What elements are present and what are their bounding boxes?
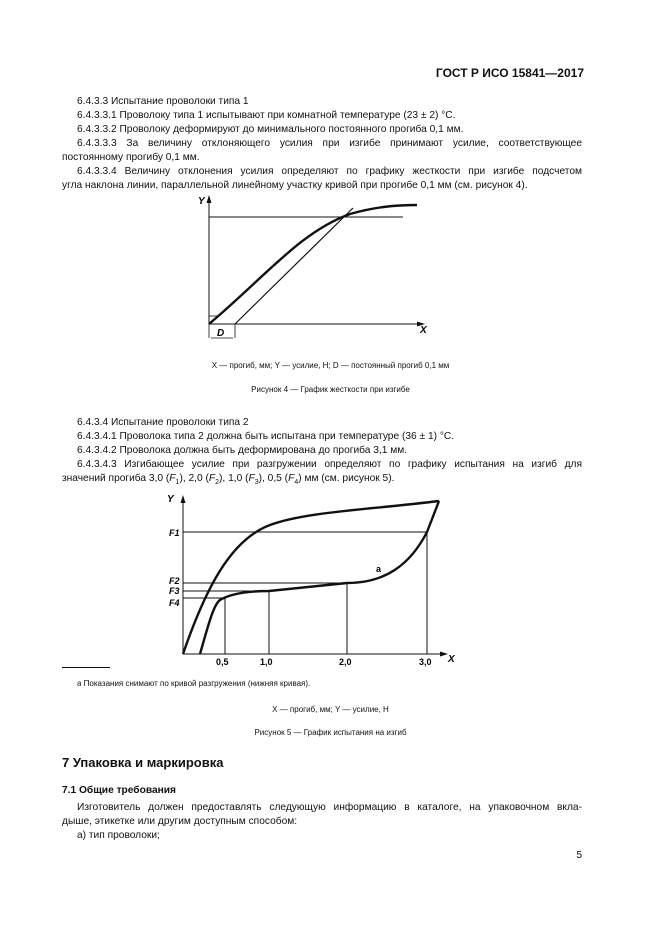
y-axis-label: Y [167, 494, 174, 505]
x-axis-label: X [448, 654, 455, 665]
paragraph: 6.4.3.3.4 Величину отклонения усилия определяют по графику жесткости при изгибе подсчетом [77, 166, 582, 177]
paragraph: 6.4.3.3 Испытание проволоки типа 1 [77, 96, 249, 107]
paragraph: постоянному прогибу 0,1 мм. [62, 152, 200, 163]
footnote-divider [62, 667, 110, 668]
unloading-curve [200, 501, 439, 654]
f2-label: F2 [169, 576, 180, 586]
paragraph: 6.4.3.4.3 Изгибающее усилие при разгружении определяют по графику испытания на изгиб для [77, 459, 582, 470]
page-number: 5 [576, 850, 582, 861]
figure-4-stiffness-chart [195, 192, 440, 342]
d-label: D [217, 328, 225, 339]
section-7-title: 7 Упаковка и маркировка [62, 755, 224, 770]
figure-4-caption: Рисунок 4 — График жесткости при изгибе [251, 385, 410, 394]
y-axis-arrow [181, 495, 186, 503]
document-header: ГОСТ Р ИСО 15841—2017 [435, 66, 584, 80]
paragraph: 6.4.3.3.2 Проволоку деформируют до минимального постоянного прогиба 0,1 мм. [77, 124, 464, 135]
paragraph: угла наклона линии, параллельной линейному участку кривой при прогибе 0,1 мм (см. рисунок 4). [62, 180, 528, 191]
paragraph: 6.4.3.3.3 За величину отклоняющего усилия при изгибе принимают усилие, соответствующее [77, 138, 582, 149]
paragraph: значений прогиба 3,0 $(F_1)$, 2,0 $(F_2)$, 1,0 $(F_3)$, 0,5 $(F_4)$ мм (см. рисунок 5). [62, 473, 395, 487]
x-axis-label: X [420, 325, 427, 336]
paragraph: дыше, этикетке или другим доступным способом: [62, 816, 298, 827]
y-axis-arrow [207, 195, 212, 203]
paragraph: 6.4.3.4 Испытание проволоки типа 2 [77, 417, 249, 428]
y-axis-label: Y [198, 196, 205, 207]
curve-label-a: a [376, 564, 382, 574]
x-tick-label: 2,0 [339, 657, 352, 667]
list-item: а) тип проволоки; [77, 830, 160, 841]
parallel-line [235, 208, 353, 324]
section-7-1-title: 7.1 Общие требования [62, 785, 176, 796]
paragraph: Изготовитель должен предоставлять следующую информацию в каталоге, на упаковочном вкла- [77, 802, 582, 813]
x-tick-label: 1,0 [260, 657, 273, 667]
f1-label: F1 [169, 528, 180, 538]
paragraph: 6.4.3.4.2 Проволока должна быть деформирована до прогиба 3,1 мм. [77, 445, 408, 456]
paragraph: 6.4.3.3.1 Проволоку типа 1 испытывают при комнатной температуре (23 ± 2) °С. [77, 110, 456, 121]
x-axis-arrow [440, 652, 448, 657]
figure-5-footnote: a Показания снимают по кривой разгружения (нижняя кривая). [77, 679, 311, 688]
figure-4-legend: X — прогиб, мм; Y — усилие, Н; D — постоянный прогиб 0,1 мм [211, 361, 450, 370]
f4-label: F4 [169, 598, 180, 608]
f3-label: F3 [169, 586, 180, 596]
x-tick-label: 3,0 [419, 657, 432, 667]
figure-5-caption: Рисунок 5 — График испытания на изгиб [254, 728, 407, 737]
x-tick-label: 0,5 [216, 657, 229, 667]
figure-5-legend: X — прогиб, мм; Y — усилие, Н [272, 705, 389, 714]
figure-5-bend-test-chart [165, 490, 465, 670]
loading-curve [183, 501, 439, 654]
paragraph: 6.4.3.4.1 Проволока типа 2 должна быть испытана при температуре (36 ± 1) °С. [77, 431, 455, 442]
loading-curve [209, 205, 417, 324]
